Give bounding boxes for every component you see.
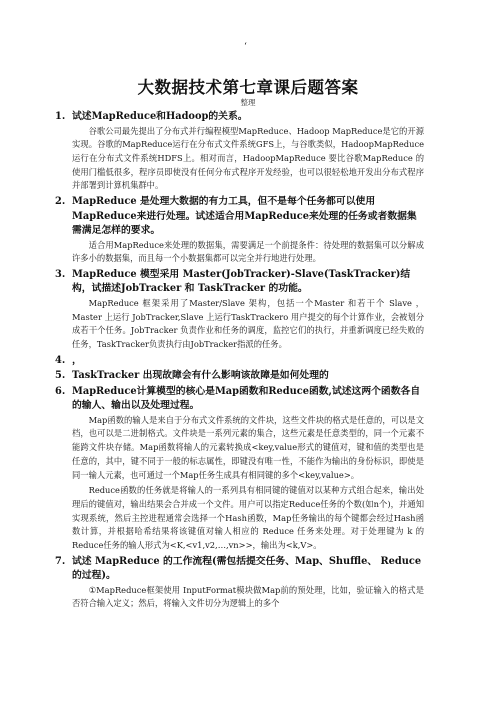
answer-paragraph: 适合用MapReduce来处理的数据集，需要满足一个前提条件：待处理的数据集可以分解成许多小的数据集，而且每一个小数据集都可以完全并行地进行处理。 <box>72 239 424 264</box>
answer-paragraph: ①MapReduce框架使用 InputFormat模块做Map前的预处理，比如，验证输入的格式是否符合输入定义；然后，将输入文件切分为逻辑上的多个 <box>72 584 424 609</box>
question-text: TaskTracker 出现故障会有什么影响该故障是如何处理的 <box>72 370 329 382</box>
question-number: 7. <box>55 555 66 567</box>
page-subtitle: 整理 <box>240 98 256 107</box>
question-text: MapReduce计算模型的核心是Map函数和Reduce函数,试述这两个函数各自的输人、输出以及处理过程。 <box>72 385 421 412</box>
question-text: 试述MapReduce和Hadoop的关系。 <box>72 111 248 122</box>
question-text: ， <box>72 354 82 366</box>
header-mark: ‘ <box>244 42 247 52</box>
qa-content <box>55 109 424 613</box>
question-number: 3. <box>55 268 66 280</box>
question-6 <box>55 385 424 414</box>
question-number: 6. <box>55 385 66 397</box>
question-3 <box>55 268 424 297</box>
question-number: 4. <box>55 354 66 366</box>
question-5 <box>55 369 424 384</box>
question-4 <box>55 354 424 369</box>
question-number: 2. <box>55 196 66 208</box>
answer-paragraph: 谷歌公司最先提出了分布式并行编程模型MapReduce、Hadoop MapReduce是它的开源实现。谷歌的MapReduce运行在分布式文件系统GFS上，与谷歌类似，HadoopMapReduce运行在分布式文件系统HDFS上。相对而言，HadoopMapReduce 要比谷歌MapReduce 的使用门槛低很多，程序员即使没有任何分布式程序开发经验，也可以很轻松地开发出分布式程序并部署到计算机集群中。 <box>72 125 424 191</box>
answer-paragraph: Map函数的输人是来自于分布式文件系统的文件块，这些文件块的格式是任意的，可以是文档，也可以是二进制格式。文件块是一系列元素的集合，这些元素是任意类型的，同一个元素不能跨文件块存储。Map函数将输人的元素转换成<key,value形式的键值对，键和值的类型也是任意的，其中，键不同于一般的标志属性，即键没有唯一性，不能作为输出的身份标识，即使是同一输人元素，也可通过一个Map任务生成具有相同键的多个<key,value>。 <box>72 414 424 480</box>
answer-paragraph: MapReduce 框架采用了Master/Slave 架构，包括一个Master 和若干个 Slave ，Master 上运行 JobTracker,Slave 上运行TaskTrackero 用户提交的每个计算作业，会被划分成若干个任务。JobTracker 负责作业和任务的调度，监控它们的执行，并重新调度已经失败的任务，TaskTracker负责执行由JobTracker指派的任务。 <box>72 297 424 350</box>
question-2 <box>55 195 424 239</box>
question-number: 5. <box>55 370 66 382</box>
question-text: MapReduce 模型采用 Master(JobTracker)-Slave(TaskTracker)结构，试描述JobTracker 和 TaskTracker 的功能。 <box>72 268 411 295</box>
answer-paragraph: Reduce函数的任务就是将输人的一系列具有相同键的键值对以某种方式组合起来，输出处理后的键值对，输出结果会合并成一个文件。用户可以指定Reduce任务的个数(如n个)，并通知实现系统，然后主控进程通常会选择一个Hash函数，Map任务输出的每个键都会经过Hash函数计算，并根据哈希结果将该键值对输人相应的 Reduce 任务来处理。对于处理键为 k 的Reduce任务的输人形式为<K,<v1,v2,…,vn>>，输出为<k,V>。 <box>72 485 424 551</box>
question-number: 1. <box>55 111 66 122</box>
question-text: MapReduce 是处理大数据的有力工具，但不是每个任务都可以使用MapReduce来进行处理。试述适合用MapReduce来处理的任务或者数据集需满足怎样的要求。 <box>72 196 417 237</box>
question-1 <box>55 110 424 125</box>
question-text: 试述 MapReduce 的工作流程(需包括提交任务、Map、Shuffle、 Reduce 的过程)。 <box>72 555 422 582</box>
question-7 <box>55 555 424 584</box>
page-title: 大数据技术第七章课后题答案 <box>137 78 359 97</box>
